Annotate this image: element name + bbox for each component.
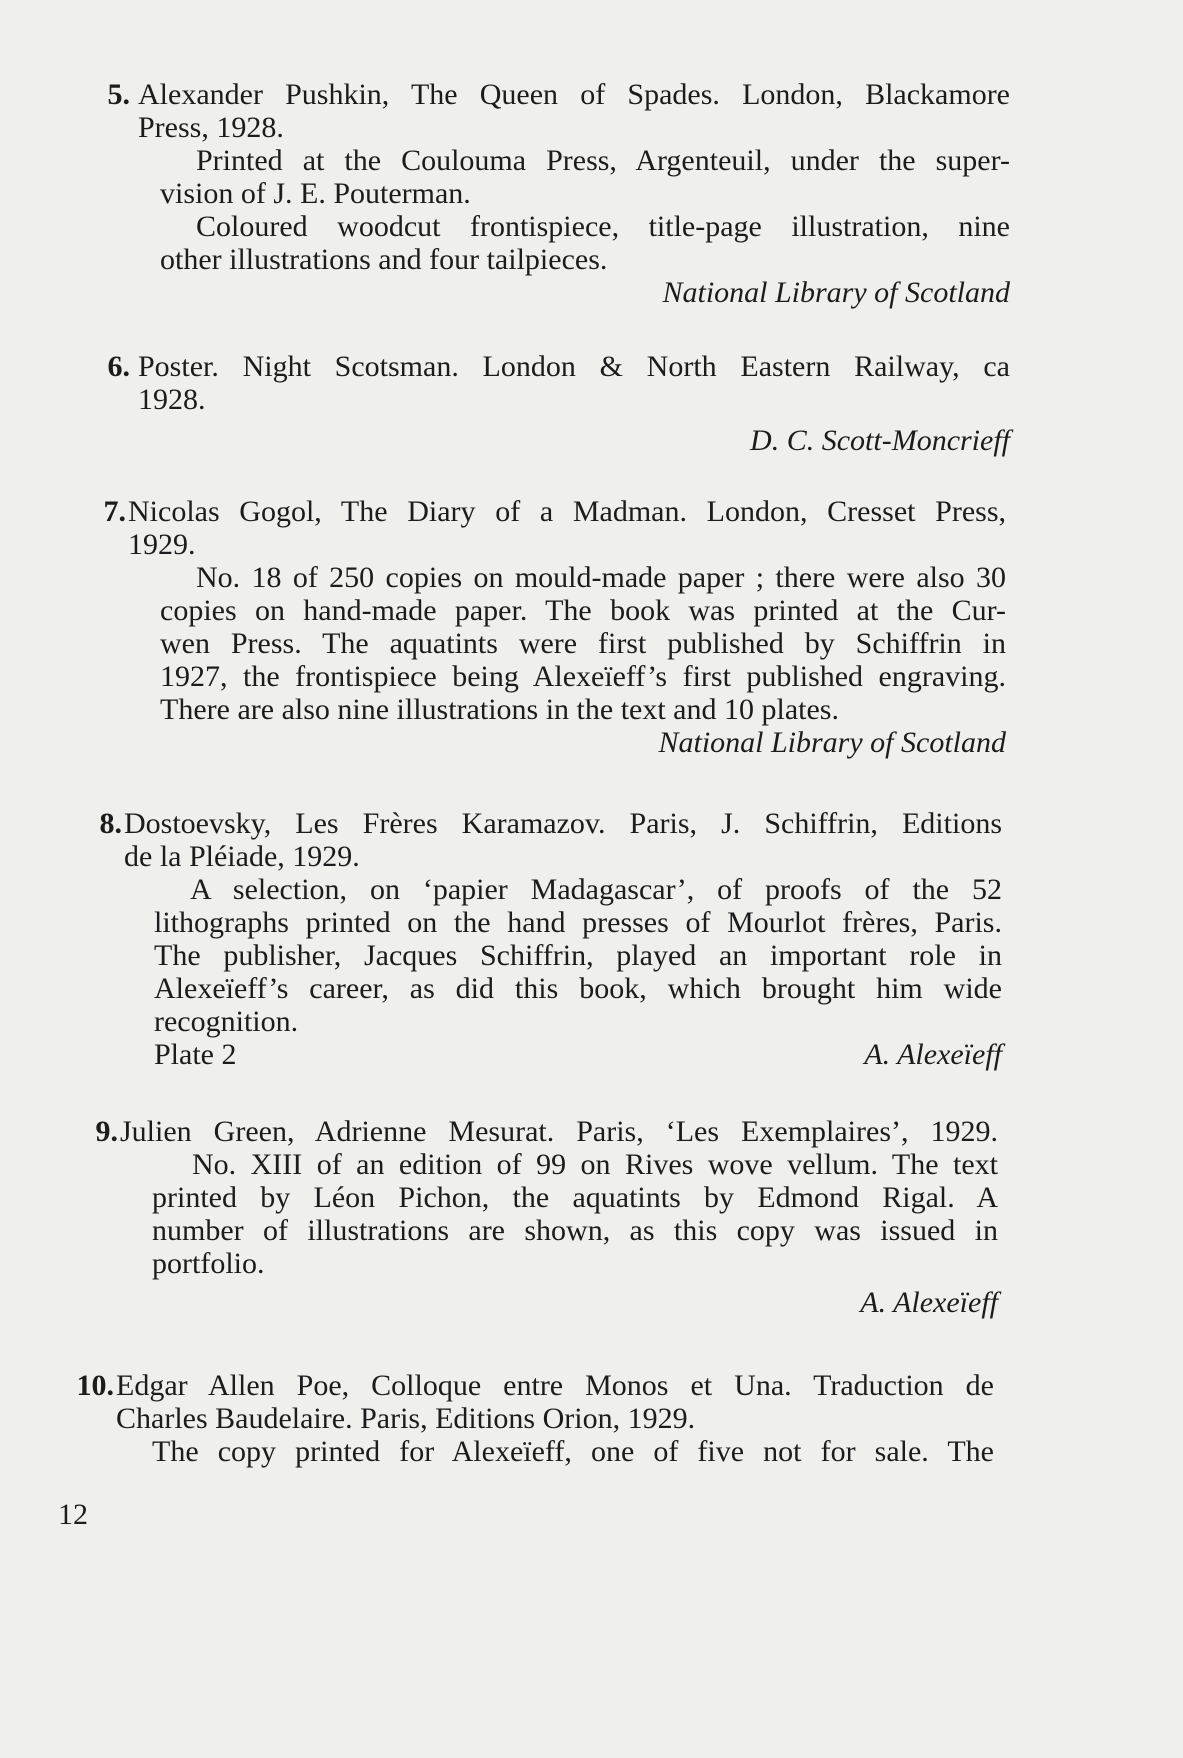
entry-text-line: portfolio. bbox=[152, 1247, 265, 1280]
entry-heading-line: de la Pléiade, 1929. bbox=[124, 840, 360, 873]
entry-owner: A. Alexeïeff bbox=[864, 1038, 1002, 1071]
entry-owner: A. Alexeïeff bbox=[860, 1286, 998, 1319]
entry-heading-line: Nicolas Gogol, The Diary of a Madman. London, Cresset Press, bbox=[128, 495, 1006, 528]
entry-owner: National Library of Scotland bbox=[662, 276, 1010, 309]
entry-number: 6. bbox=[107, 350, 130, 383]
entry-number: 9. bbox=[95, 1115, 118, 1148]
entry-number: 8. bbox=[99, 807, 122, 840]
entry-text-line: copies on hand-made paper. The book was printed at the Cur- bbox=[160, 594, 1006, 627]
entry-text-line: printed by Léon Pichon, the aquatints by Edmond Rigal. A bbox=[152, 1181, 998, 1214]
entry-text-line: The publisher, Jacques Schiffrin, played an important role in bbox=[154, 939, 1002, 972]
entry-text-line: lithographs printed on the hand presses of Mourlot frères, Paris. bbox=[154, 906, 1002, 939]
entry-text-line: No. XIII of an edition of 99 on Rives wove vellum. The text bbox=[192, 1148, 998, 1181]
entry-text-line: wen Press. The aquatints were first published by Schiffrin in bbox=[160, 627, 1006, 660]
entry-text-line: number of illustrations are shown, as this copy was issued in bbox=[152, 1214, 998, 1247]
entry-text-line: Printed at the Coulouma Press, Argenteuil, under the super- bbox=[196, 144, 1010, 177]
entry-text-line: Alexeïeff’s career, as did this book, which brought him wide bbox=[154, 972, 1002, 1005]
entry-text-line: The copy printed for Alexeïeff, one of five not for sale. The bbox=[152, 1435, 994, 1468]
page-number: 12 bbox=[58, 1498, 88, 1531]
plate-reference: Plate 2 bbox=[154, 1038, 237, 1071]
entry-text-line: Coloured woodcut frontispiece, title-page illustration, nine bbox=[196, 210, 1010, 243]
entry-owner: D. C. Scott-Moncrieff bbox=[750, 424, 1010, 457]
catalogue-entry-9 bbox=[58, 1115, 998, 1319]
entry-number: 5. bbox=[107, 78, 130, 111]
catalogue-entry-5 bbox=[70, 78, 1010, 309]
catalogue-entry-6 bbox=[70, 350, 1010, 457]
entry-text-line: No. 18 of 250 copies on mould-made paper ; there were also 30 bbox=[196, 561, 1006, 594]
entry-text-line: recognition. bbox=[154, 1005, 299, 1038]
entry-owner: National Library of Scotland bbox=[658, 726, 1006, 759]
entry-heading-line: Press, 1928. bbox=[138, 111, 284, 144]
entry-number: 7. bbox=[103, 495, 126, 528]
entry-heading-line: Alexander Pushkin, The Queen of Spades. London, Blackamore bbox=[138, 78, 1010, 111]
entry-heading-line: 1928. bbox=[138, 383, 206, 416]
entry-heading-line: Julien Green, Adrienne Mesurat. Paris, ‘Les Exemplaires’, 1929. bbox=[120, 1115, 998, 1148]
entry-text-line: A selection, on ‘papier Madagascar’, of proofs of the 52 bbox=[190, 873, 1002, 906]
plate-row bbox=[154, 1038, 1002, 1071]
entry-text-line: There are also nine illustrations in the text and 10 plates. bbox=[160, 693, 839, 726]
catalogue-entry-8 bbox=[62, 807, 1002, 1071]
entry-heading-line: Poster. Night Scotsman. London & North Eastern Railway, ca bbox=[138, 350, 1010, 383]
catalogue-entry-10 bbox=[54, 1369, 994, 1468]
entry-heading-line: 1929. bbox=[128, 528, 196, 561]
entry-heading-line: Edgar Allen Poe, Colloque entre Monos et Una. Traduction de bbox=[116, 1369, 994, 1402]
entry-text-line: vision of J. E. Pouterman. bbox=[160, 177, 471, 210]
entry-number: 10. bbox=[76, 1369, 114, 1402]
catalogue-entry-7 bbox=[66, 495, 1006, 759]
entry-text-line: other illustrations and four tailpieces. bbox=[160, 243, 608, 276]
entry-text-line: 1927, the frontispiece being Alexeïeff’s first published engraving. bbox=[160, 660, 1006, 693]
entry-heading-line: Charles Baudelaire. Paris, Editions Orion, 1929. bbox=[116, 1402, 696, 1435]
entry-heading-line: Dostoevsky, Les Frères Karamazov. Paris, J. Schiffrin, Editions bbox=[124, 807, 1002, 840]
